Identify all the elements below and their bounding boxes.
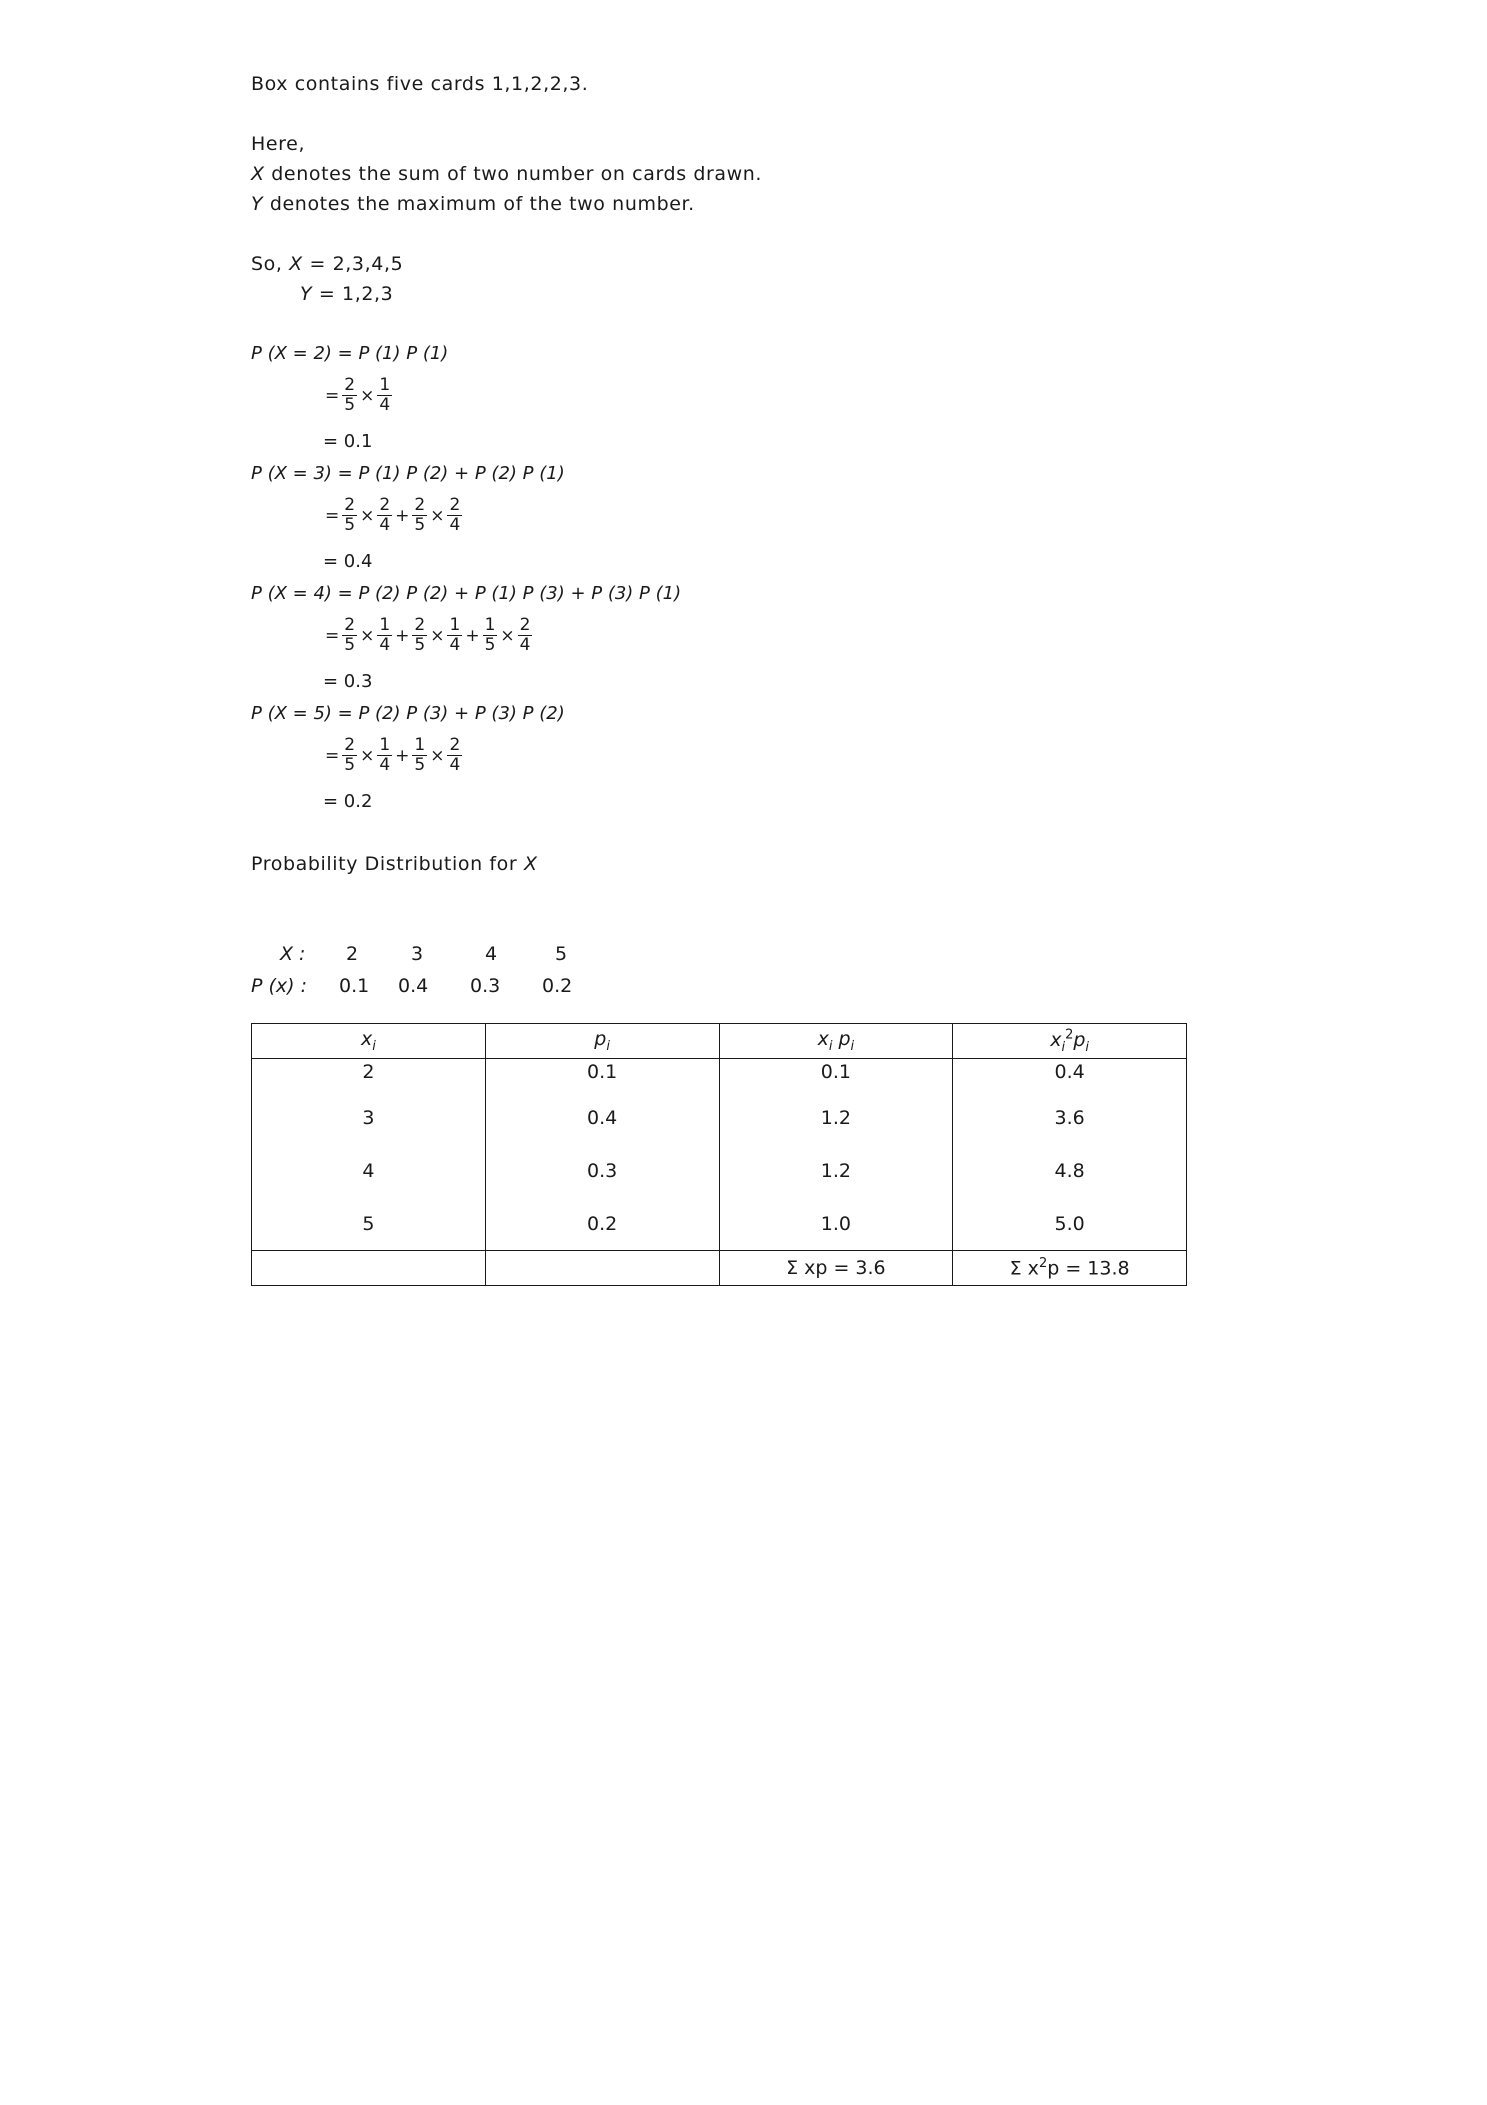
- fraction: [412, 616, 427, 655]
- numerator: 2: [344, 615, 356, 635]
- fraction: [483, 616, 498, 655]
- numerator: 2: [414, 495, 426, 515]
- so-x-values: = 2,3,4,5: [309, 253, 404, 275]
- numerator: 2: [449, 495, 461, 515]
- so-x-symbol: X: [289, 253, 303, 275]
- probability-result: = 0.3: [323, 671, 373, 692]
- probability-equation: P (X = 2) = P (1) P (1): [251, 343, 449, 364]
- header-xi2pi: $x_i^2p_i$: [953, 1024, 1187, 1059]
- distribution-title: [251, 852, 538, 876]
- total-cell: Σ $x^2p = 13.8$: [953, 1251, 1187, 1286]
- distribution-p-label: P (x) :: [251, 975, 308, 997]
- probability-equation: P (X = 5) = P (2) P (3) + P (3) P (2): [251, 703, 565, 724]
- times-sign: ×: [430, 745, 445, 766]
- probability-equation: P (X = 3) = P (1) P (2) + P (2) P (1): [251, 463, 565, 484]
- table-cell: 3: [252, 1091, 486, 1144]
- x-definition: [251, 162, 762, 186]
- numerator: 2: [414, 615, 426, 635]
- fraction: [342, 376, 357, 415]
- times-sign: ×: [430, 505, 445, 526]
- distribution-x-row: [0, 942, 1487, 966]
- denominator: 5: [414, 635, 426, 655]
- distribution-x-label: X :: [280, 943, 306, 965]
- table-cell: 3.6: [953, 1091, 1187, 1144]
- numerator: 2: [519, 615, 531, 635]
- fraction-expression: [323, 376, 393, 415]
- numerator: 1: [379, 375, 391, 395]
- table-cell: 1.2: [719, 1144, 953, 1197]
- table-cell: 4: [252, 1144, 486, 1197]
- intro-line: Box contains five cards 1,1,2,2,3.: [251, 73, 589, 95]
- fraction: [447, 616, 462, 655]
- times-sign: ×: [360, 505, 375, 526]
- numerator: 1: [379, 615, 391, 635]
- table-header-row: [252, 1024, 1187, 1059]
- table-cell: 0.2: [485, 1197, 719, 1251]
- table-row: [252, 1144, 1187, 1197]
- so-y-line: [300, 282, 393, 306]
- numerator: 2: [344, 735, 356, 755]
- fraction-expression: [323, 496, 463, 535]
- distribution-p-value: 0.2: [542, 975, 573, 997]
- fraction: [447, 736, 462, 775]
- numerator: 1: [379, 735, 391, 755]
- distribution-x-value: 2: [346, 943, 359, 965]
- y-definition: [251, 192, 695, 216]
- probability-result: = 0.4: [323, 551, 373, 572]
- so-y-symbol: Y: [300, 283, 313, 305]
- numerator: 2: [449, 735, 461, 755]
- fraction-expression: [323, 616, 533, 655]
- so-y-values: = 1,2,3: [318, 283, 394, 305]
- fraction: [412, 496, 427, 535]
- y-description: denotes the maximum of the two number.: [269, 193, 695, 215]
- denominator: 5: [344, 755, 356, 775]
- table-cell: 5: [252, 1197, 486, 1251]
- fraction: [377, 736, 392, 775]
- total-cell: [485, 1251, 719, 1286]
- numerator: 2: [379, 495, 391, 515]
- distribution-p-value: 0.4: [398, 975, 429, 997]
- probability-result: = 0.1: [323, 431, 373, 452]
- plus-sign: +: [395, 745, 410, 766]
- header-xipi: $x_i$ $p_i$: [719, 1024, 953, 1059]
- distribution-title-text: Probability Distribution for: [251, 853, 518, 875]
- numerator: 1: [449, 615, 461, 635]
- denominator: 5: [344, 395, 356, 415]
- fraction: [412, 736, 427, 775]
- denominator: 4: [379, 515, 391, 535]
- table-cell: 0.1: [485, 1059, 719, 1092]
- equals-sign: =: [325, 625, 340, 646]
- distribution-table: [251, 1023, 1187, 1286]
- x-description: denotes the sum of two number on cards drawn.: [271, 163, 763, 185]
- times-sign: ×: [360, 625, 375, 646]
- denominator: 5: [344, 515, 356, 535]
- probability-result: = 0.2: [323, 791, 373, 812]
- plus-sign: +: [395, 625, 410, 646]
- times-sign: ×: [360, 745, 375, 766]
- distribution-x-value: 5: [555, 943, 568, 965]
- fraction: [377, 376, 392, 415]
- denominator: 4: [449, 635, 461, 655]
- table-total-row: [252, 1251, 1187, 1286]
- distribution-p-row: [0, 974, 1487, 998]
- table-cell: 4.8: [953, 1144, 1187, 1197]
- table-cell: 0.4: [485, 1091, 719, 1144]
- table-cell: 5.0: [953, 1197, 1187, 1251]
- distribution-p-value: 0.1: [339, 975, 370, 997]
- fraction: [377, 496, 392, 535]
- times-sign: ×: [500, 625, 515, 646]
- distribution-p-value: 0.3: [470, 975, 501, 997]
- equals-sign: =: [325, 505, 340, 526]
- table-row: [252, 1091, 1187, 1144]
- probability-equation: P (X = 4) = P (2) P (2) + P (1) P (3) + P (3) P (1): [251, 583, 682, 604]
- so-x-line: [251, 252, 403, 276]
- table-cell: 1.2: [719, 1091, 953, 1144]
- distribution-x-value: 3: [411, 943, 424, 965]
- table-cell: 0.1: [719, 1059, 953, 1092]
- denominator: 5: [414, 515, 426, 535]
- fraction-expression: [323, 736, 463, 775]
- x-symbol: X: [251, 163, 265, 185]
- table-cell: 1.0: [719, 1197, 953, 1251]
- denominator: 4: [519, 635, 531, 655]
- numerator: 1: [414, 735, 426, 755]
- numerator: 2: [344, 495, 356, 515]
- table-row: [252, 1197, 1187, 1251]
- numerator: 1: [484, 615, 496, 635]
- here-label: Here,: [251, 133, 306, 155]
- denominator: 4: [449, 515, 461, 535]
- denominator: 5: [484, 635, 496, 655]
- denominator: 4: [449, 755, 461, 775]
- numerator: 2: [344, 375, 356, 395]
- header-pi: $p_i$: [485, 1024, 719, 1059]
- fraction: [342, 616, 357, 655]
- total-cell: [252, 1251, 486, 1286]
- header-xi: $x_i$: [252, 1024, 486, 1059]
- times-sign: ×: [430, 625, 445, 646]
- times-sign: ×: [360, 385, 375, 406]
- denominator: 4: [379, 635, 391, 655]
- plus-sign: +: [395, 505, 410, 526]
- so-label: So,: [251, 253, 283, 275]
- table-cell: 0.4: [953, 1059, 1187, 1092]
- denominator: 4: [379, 395, 391, 415]
- equals-sign: =: [325, 385, 340, 406]
- fraction: [447, 496, 462, 535]
- total-cell: Σ xp = 3.6: [719, 1251, 953, 1286]
- table-row: [252, 1059, 1187, 1092]
- table-cell: 0.3: [485, 1144, 719, 1197]
- distribution-title-var: X: [523, 853, 538, 875]
- table-cell: 2: [252, 1059, 486, 1092]
- denominator: 4: [379, 755, 391, 775]
- denominator: 5: [414, 755, 426, 775]
- y-symbol: Y: [251, 193, 264, 215]
- fraction: [342, 736, 357, 775]
- equals-sign: =: [325, 745, 340, 766]
- fraction: [518, 616, 533, 655]
- fraction: [342, 496, 357, 535]
- fraction: [377, 616, 392, 655]
- distribution-x-value: 4: [485, 943, 498, 965]
- denominator: 5: [344, 635, 356, 655]
- plus-sign: +: [465, 625, 480, 646]
